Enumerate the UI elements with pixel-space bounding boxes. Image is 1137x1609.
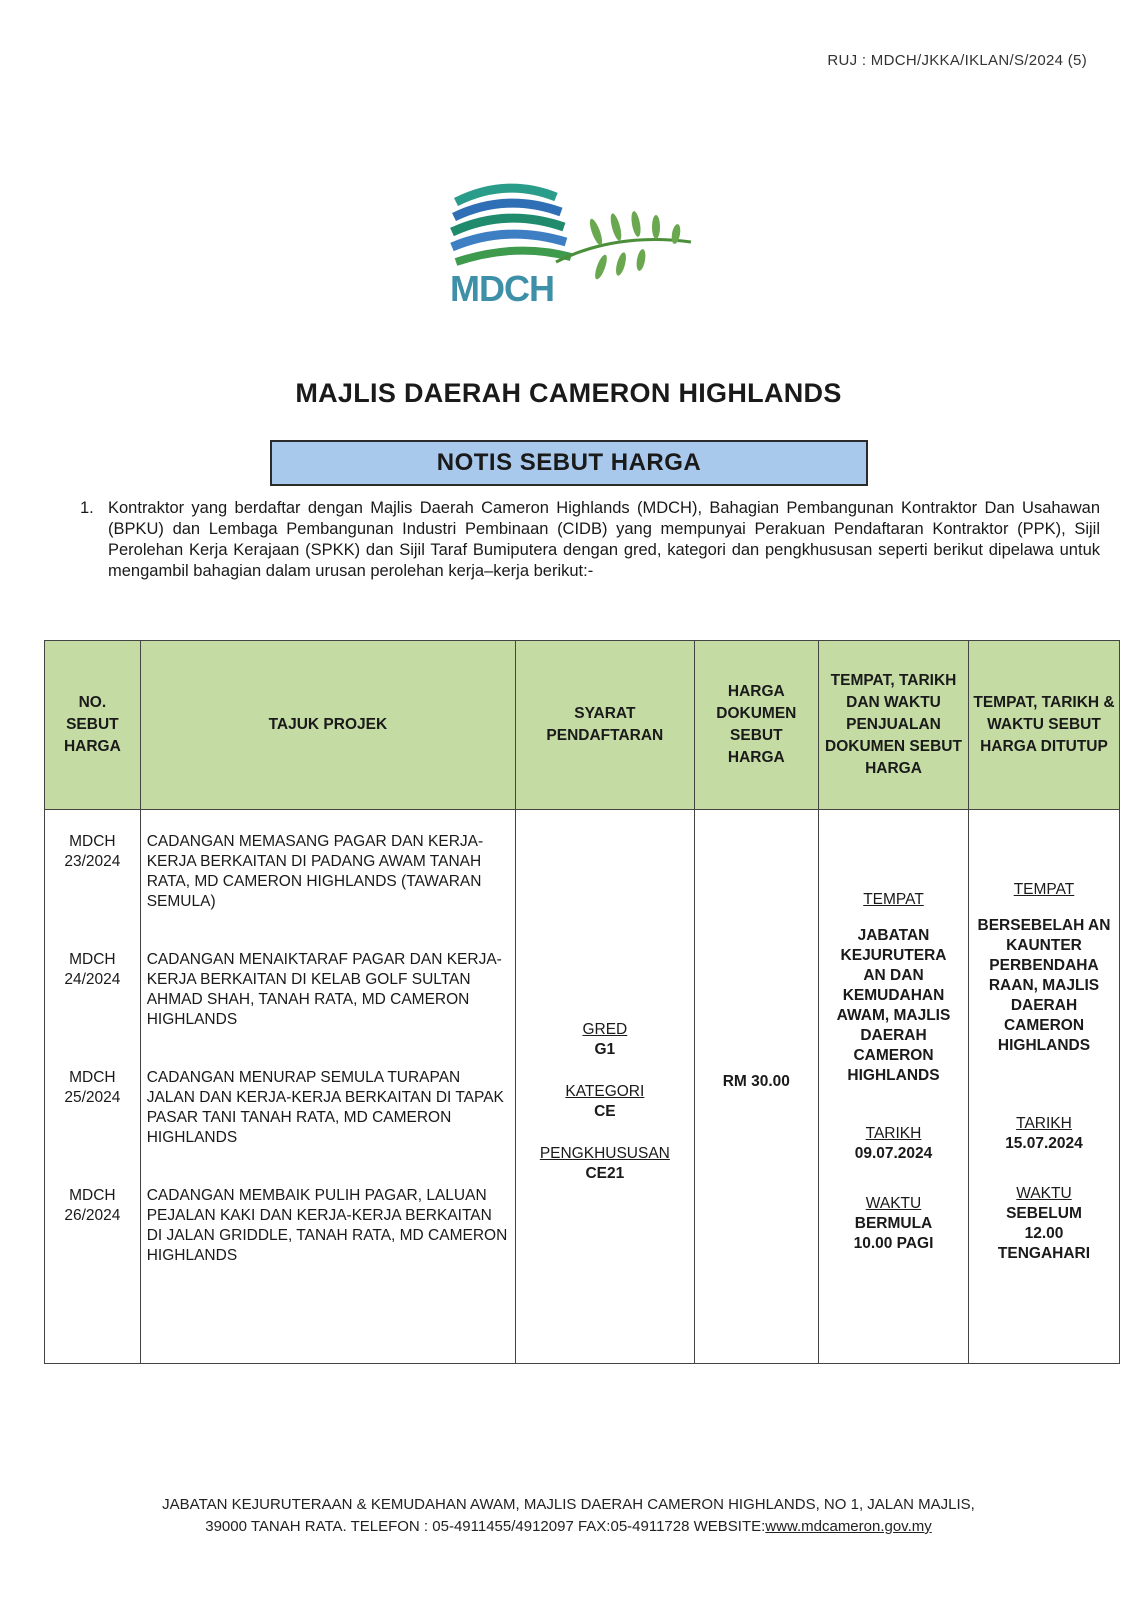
row-title: CADANGAN MEMASANG PAGAR DAN KERJA-KERJA BERKAITAN DI PADANG AWAM TANAH RATA, MD CAMERON HIGHLANDS (TAWARAN SEMULA)	[146, 833, 484, 910]
col-header-no: NO. SEBUT HARGA	[45, 641, 141, 810]
col-header-sale: TEMPAT, TARIKH DAN WAKTU PENJUALAN DOKUMEN SEBUT HARGA	[819, 641, 969, 810]
closing-waktu-value: SEBELUM 12.00 TENGAHARI	[997, 1204, 1091, 1262]
row-no: MDCH 24/2024	[64, 951, 121, 988]
intro-paragraph	[80, 498, 1100, 582]
organization-title: MAJLIS DAERAH CAMERON HIGHLANDS	[295, 378, 842, 408]
row-no: MDCH 26/2024	[64, 1187, 121, 1224]
closing-waktu-label: WAKTU	[1016, 1184, 1072, 1202]
pengkhususan-label: PENGKHUSUSAN	[539, 1144, 670, 1162]
col-title	[140, 810, 515, 1364]
website-link[interactable]: www.mdcameron.gov.my	[765, 1518, 932, 1535]
footer-line2	[0, 1516, 1137, 1538]
closing-tempat-label: TEMPAT	[1013, 880, 1075, 898]
price-value: RM 30.00	[722, 1072, 790, 1090]
logo-text: MDCH	[450, 268, 554, 309]
sale-waktu-label: WAKTU	[865, 1194, 922, 1212]
col-header-price: HARGA DOKUMEN SEBUT HARGA	[694, 641, 818, 810]
closing-tempat-value: BERSEBELAH AN KAUNTER PERBENDAHA RAAN, MAJLIS DAERAH CAMERON HIGHLANDS	[977, 916, 1111, 1054]
col-closing	[968, 810, 1119, 1364]
col-header-title: TAJUK PROJEK	[140, 641, 515, 810]
row-title: CADANGAN MENAIKTARAF PAGAR DAN KERJA-KERJA BERKAITAN DI KELAB GOLF SULTAN AHMAD SHAH, TANAH RATA, MD CAMERON HIGHLANDS	[146, 951, 502, 1028]
reference-number: RUJ : MDCH/JKKA/IKLAN/S/2024 (5)	[827, 52, 1087, 69]
footer-line1: JABATAN KEJURUTERAAN & KEMUDAHAN AWAM, MAJLIS DAERAH CAMERON HIGHLANDS, NO 1, JALAN MAJLIS,	[162, 1496, 975, 1513]
row-title: CADANGAN MEMBAIK PULIH PAGAR, LALUAN PEJALAN KAKI DAN KERJA-KERJA BERKAITAN DI JALAN GRIDDLE, TANAH RATA, MD CAMERON HIGHLANDS	[146, 1187, 508, 1264]
col-header-registration: SYARAT PENDAFTARAN	[516, 641, 695, 810]
paragraph-text: Kontraktor yang berdaftar dengan Majlis Daerah Cameron Highlands (MDCH), Bahagian Pembangunan Kontraktor Dan Usahawan (BPKU) dan Lembaga Pembangunan Industri Pembinaan (CIDB) yang mempunyai Perakuan Pendaftaran Kontraktor (PPK), Sijil Perolehan Kerja Kerajaan (SPKK) dan Sijil Taraf Bumiputera dengan gred, kategori dan pengkhususan seperti berikut dipelawa untuk mengambil bahagian dalam urusan perolehan kerja–kerja berikut:-	[108, 499, 1100, 580]
closing-tarikh-value: 15.07.2024	[1005, 1134, 1083, 1152]
table-body-row	[45, 810, 1120, 1364]
col-header-closing: TEMPAT, TARIKH & WAKTU SEBUT HARGA DITUTUP	[968, 641, 1119, 810]
footer-contact: 39000 TANAH RATA. TELEFON : 05-4911455/4912097 FAX:05-4911728 WEBSITE:	[205, 1518, 766, 1535]
kategori-label: KATEGORI	[565, 1082, 645, 1100]
closing-tarikh-label: TARIKH	[1016, 1114, 1072, 1132]
sale-waktu-value: BERMULA 10.00 PAGI	[853, 1214, 934, 1252]
row-no: MDCH 23/2024	[64, 833, 121, 870]
col-registration	[516, 810, 695, 1364]
col-price	[694, 810, 818, 1364]
sale-tempat-label: TEMPAT	[863, 890, 924, 908]
sale-tarikh-value: 09.07.2024	[854, 1144, 933, 1162]
notice-title-box	[270, 440, 868, 486]
gred-label: GRED	[582, 1020, 628, 1038]
kategori-value: CE	[594, 1102, 616, 1120]
mdch-logo	[446, 172, 706, 322]
col-sale	[819, 810, 969, 1364]
sale-tempat-value: JABATAN KEJURUTERA AN DAN KEMUDAHAN AWAM, MAJLIS DAERAH CAMERON HIGHLANDS	[836, 926, 951, 1084]
table-header-row	[45, 641, 1120, 810]
pengkhususan-value: CE21	[585, 1164, 625, 1182]
quotation-table	[44, 640, 1120, 1364]
row-no: MDCH 25/2024	[64, 1069, 121, 1106]
sale-tarikh-label: TARIKH	[865, 1124, 922, 1142]
gred-value: G1	[594, 1040, 616, 1058]
footer	[0, 1494, 1137, 1538]
row-title: CADANGAN MENURAP SEMULA TURAPAN JALAN DAN KERJA-KERJA BERKAITAN DI TAPAK PASAR TANI TANAH RATA, MD CAMERON HIGHLANDS	[146, 1069, 504, 1146]
paragraph-number: 1.	[80, 499, 94, 517]
notice-title: NOTIS SEBUT HARGA	[436, 449, 702, 476]
col-no	[45, 810, 141, 1364]
